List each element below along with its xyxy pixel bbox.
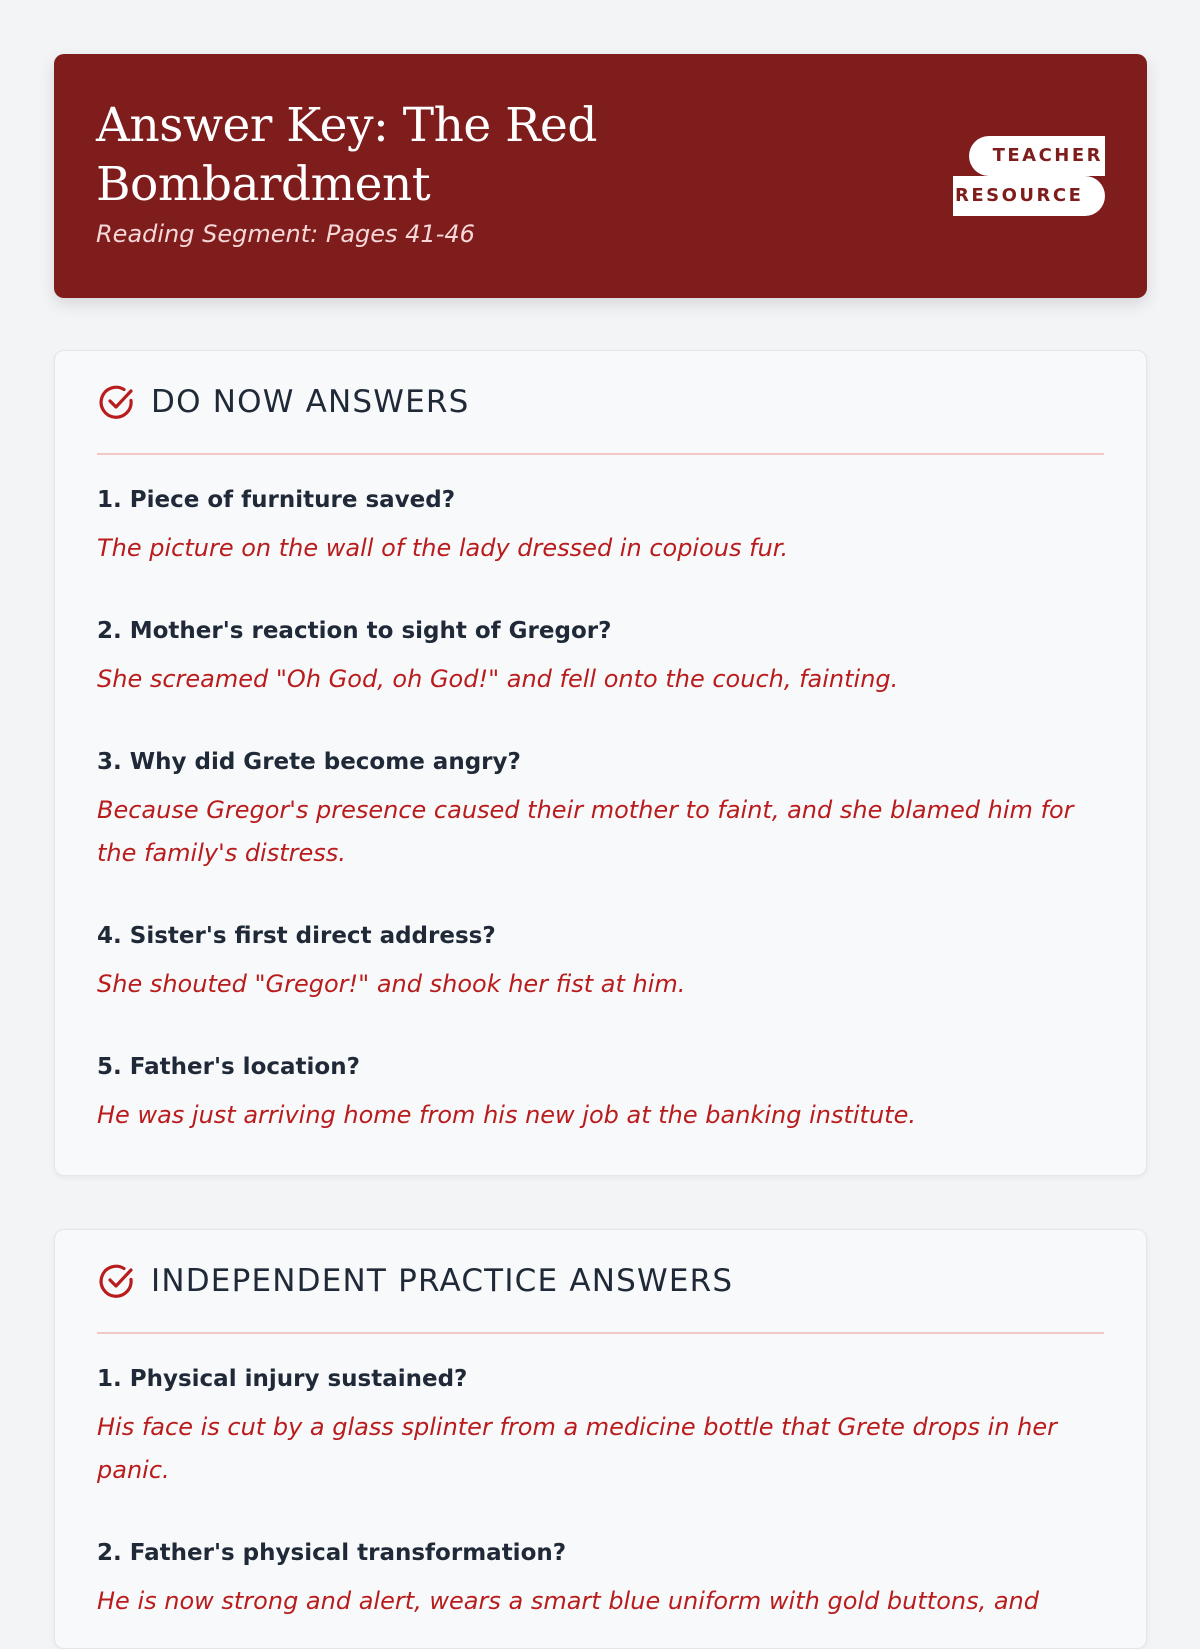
answer-text: He is now strong and alert, wears a smart blue uniform with gold buttons, and bbox=[97, 1587, 1039, 1615]
qa-item bbox=[97, 1052, 1104, 1137]
page-title: Answer Key: The Red Bombardment bbox=[96, 98, 597, 212]
answer-text: He was just arriving home from his new job at the banking institute. bbox=[97, 1101, 916, 1129]
qa-item bbox=[97, 485, 1104, 570]
teacher-resource-badge bbox=[953, 136, 1105, 226]
header-banner bbox=[54, 54, 1147, 298]
answer-text: The picture on the wall of the lady dressed in copious fur. bbox=[97, 534, 789, 562]
check-circle-icon bbox=[97, 382, 137, 422]
independent-practice-answers-section bbox=[54, 1229, 1147, 1649]
question-text: 3. Why did Grete become angry? bbox=[97, 749, 521, 775]
qa-list bbox=[97, 1364, 1104, 1623]
qa-item bbox=[97, 1538, 1104, 1623]
answer-text: Because Gregor's presence caused their mother to faint, and she blamed him for the family's distress. bbox=[97, 796, 1074, 867]
section-title: DO NOW ANSWERS bbox=[151, 384, 470, 420]
page-subtitle: Reading Segment: Pages 41-46 bbox=[96, 220, 475, 248]
do-now-answers-section bbox=[54, 350, 1147, 1176]
answer-text: She screamed "Oh God, oh God!" and fell onto the couch, fainting. bbox=[97, 665, 899, 693]
question-text: 1. Piece of furniture saved? bbox=[97, 487, 456, 513]
question-text: 1. Physical injury sustained? bbox=[97, 1366, 468, 1392]
qa-item bbox=[97, 747, 1104, 875]
check-circle-icon bbox=[97, 1261, 137, 1301]
badge-line-resource: RESOURCE bbox=[953, 176, 1105, 216]
section-title: INDEPENDENT PRACTICE ANSWERS bbox=[151, 1263, 734, 1299]
section-header bbox=[97, 351, 1104, 455]
qa-item bbox=[97, 616, 1104, 701]
qa-item bbox=[97, 1364, 1104, 1492]
question-text: 5. Father's location? bbox=[97, 1054, 360, 1080]
section-header bbox=[97, 1230, 1104, 1334]
question-text: 2. Father's physical transformation? bbox=[97, 1540, 567, 1566]
answer-text: She shouted "Gregor!" and shook her fist at him. bbox=[97, 970, 686, 998]
badge-line-teacher: TEACHER bbox=[969, 136, 1105, 176]
qa-list bbox=[97, 485, 1104, 1137]
qa-item bbox=[97, 921, 1104, 1006]
question-text: 4. Sister's first direct address? bbox=[97, 923, 496, 949]
answer-text: His face is cut by a glass splinter from a medicine bottle that Grete drops in her panic. bbox=[97, 1413, 1058, 1484]
question-text: 2. Mother's reaction to sight of Gregor? bbox=[97, 618, 612, 644]
